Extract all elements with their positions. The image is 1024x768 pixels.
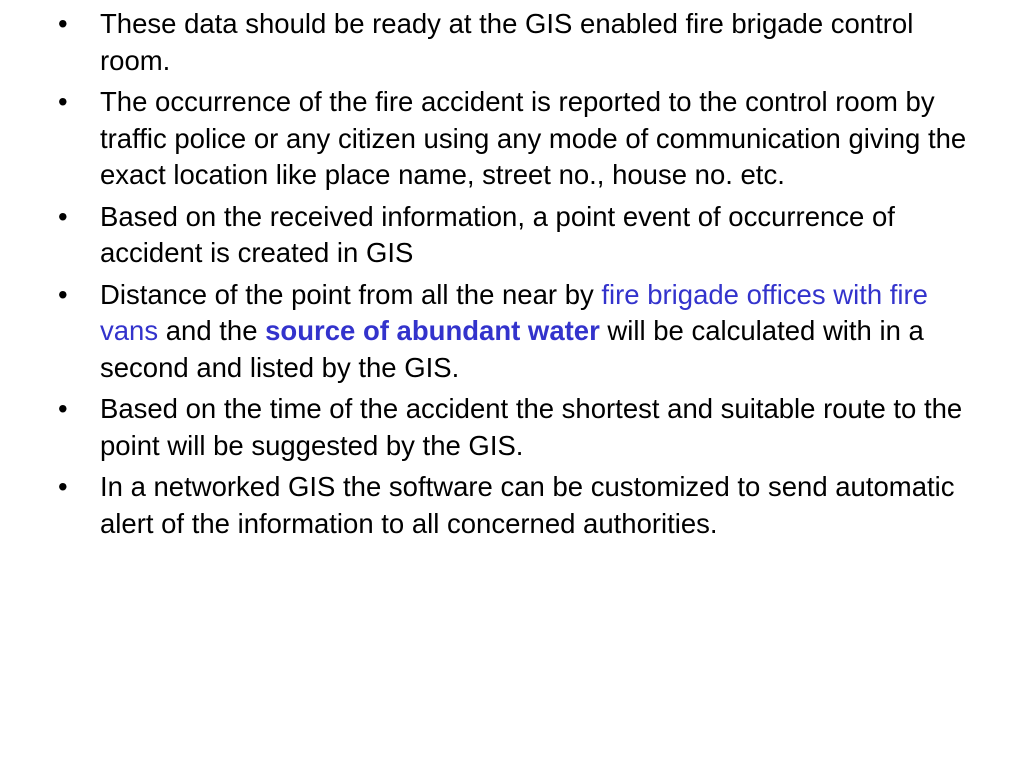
bullet-icon: • <box>58 278 68 310</box>
highlight-water-source: source of abundant water <box>265 315 600 346</box>
bullet-text <box>100 279 928 383</box>
bullet-text: In a networked GIS the software can be customized to send automatic alert of the information to all concerned authorities. <box>100 471 955 539</box>
bullet-text: Based on the received information, a point event of occurrence of accident is created in GIS <box>100 200 895 268</box>
bullet-text: Based on the time of the accident the shortest and suitable route to the point will be suggested by the GIS. <box>100 393 963 461</box>
bullet-text-segment: Distance of the point from all the near by <box>100 278 602 310</box>
bullet-item-occurrence-reported <box>58 84 968 194</box>
bullet-text-segment: and the <box>158 315 266 346</box>
bullet-text: These data should be ready at the GIS enabled fire brigade control room. <box>100 8 914 76</box>
bullet-item-shortest-route <box>58 391 968 464</box>
bullet-icon: • <box>58 200 68 232</box>
bullet-text-segment: will be calculated with in a second and listed by the GIS. <box>100 315 924 383</box>
bullet-icon: • <box>58 86 68 117</box>
bullet-item-data-ready <box>58 6 968 79</box>
bullet-item-networked-alert <box>58 469 968 542</box>
bullet-text: The occurrence of the fire accident is reported to the control room by traffic police or any citizen using any mode of communication giving the exact location like place name, street no., house no. etc. <box>100 86 967 190</box>
bullet-item-point-event <box>58 199 968 272</box>
bullet-list <box>58 6 968 547</box>
bullet-icon: • <box>58 471 68 502</box>
bullet-item-distance-calculation <box>58 277 968 387</box>
bullet-icon: • <box>58 393 68 424</box>
bullet-icon: • <box>58 8 68 39</box>
highlight-fire-brigade-offices: fire brigade offices with fire vans <box>100 278 928 346</box>
